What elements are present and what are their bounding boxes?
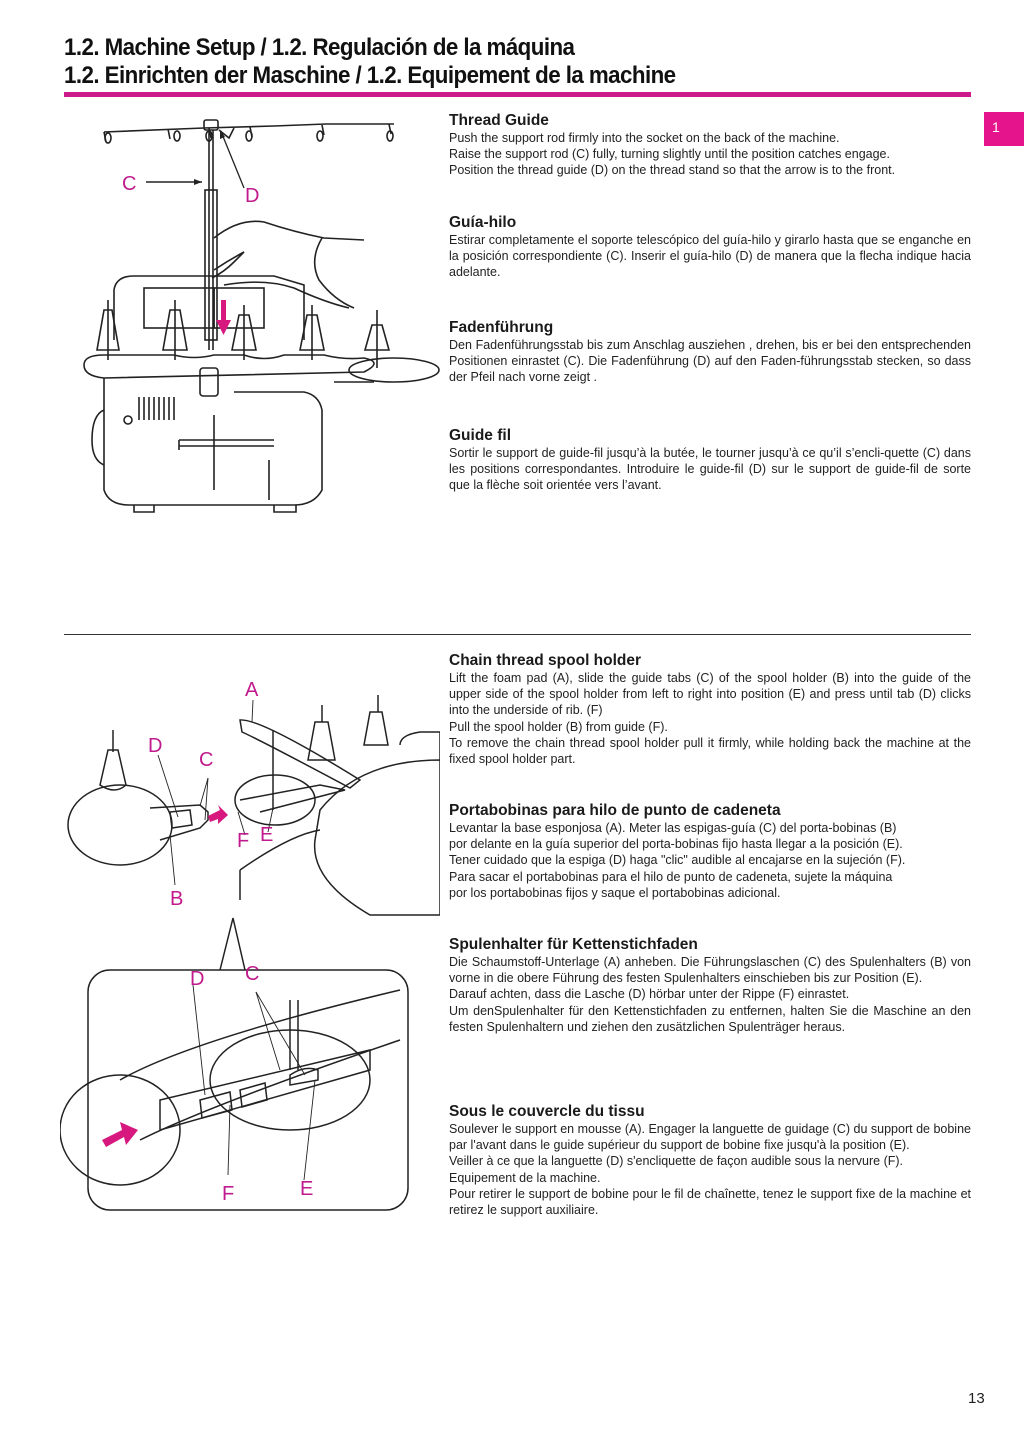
paragraph: Die Schaumstoff-Unterlage (A) anheben. Die Führungslaschen (C) des Spulenhalters (B) von vorne in die obere Führung des festen Spulenhalters einschieben bis zur Position (E).: [449, 955, 971, 986]
title-line-1: 1.2. Machine Setup / 1.2. Regulación de la máquina: [64, 34, 575, 61]
thread-guide-fr: [449, 426, 971, 494]
chain-spool-holder-fr: [449, 1102, 971, 1218]
paragraph: Estirar completamente el soporte telescópico del guía-hilo y girarlo hasta que se enganche en la posición correspondiente (C). Inserir el guía-hilo (D) de manera que la flecha indique hacia adelante.: [449, 233, 971, 280]
heading-portabobinas: Portabobinas para hilo de punto de cadeneta: [449, 802, 781, 819]
title-underline: [64, 92, 971, 97]
detail-label-d: D: [190, 968, 205, 990]
heading-sous-le-couvercle: Sous le couvercle du tissu: [449, 1103, 645, 1120]
text-line: Raise the support rod (C) fully, turning slightly until the position catches engage.: [449, 147, 890, 162]
thread-guide-en: [449, 111, 971, 179]
thread-guide-illustration: [64, 110, 444, 530]
figure-label-b: B: [170, 888, 184, 910]
text-line: Darauf achten, dass die Lasche (D) hörbar unter der Rippe (F) einrastet.: [449, 987, 850, 1002]
figure-label-c: C: [199, 749, 214, 771]
chain-spool-holder-en: [449, 651, 971, 767]
chain-spool-holder-es: [449, 801, 971, 901]
figure-label-f: F: [237, 830, 250, 852]
paragraph: To remove the chain thread spool holder pull it firmly, while holding back the machine at the fixed spool holder part.: [449, 735, 971, 767]
section-divider: [64, 634, 971, 635]
title-line-2: 1.2. Einrichten der Maschine / 1.2. Equipement de la machine: [64, 62, 676, 89]
text-line: Pull the spool holder (B) from guide (F).: [449, 719, 668, 734]
spool-holder-illustration: [60, 660, 440, 1240]
text-line: Position the thread guide (D) on the thread stand so that the arrow is to the front.: [449, 163, 896, 178]
chapter-tab: [984, 112, 1024, 146]
heading-thread-guide: Thread Guide: [449, 112, 549, 129]
detail-label-c: C: [245, 963, 260, 985]
chapter-tab-label: 1: [992, 119, 1000, 135]
text-line: Levantar la base esponjosa (A). Meter las espigas-guía (C) del porta-bobinas (B): [449, 821, 897, 835]
text-line: Equipement de la machine.: [449, 1170, 601, 1185]
detail-label-e: E: [300, 1178, 314, 1200]
heading-guia-hilo: Guía-hilo: [449, 214, 517, 231]
paragraph: Den Fadenführungsstab bis zum Anschlag ausziehen , drehen, bis er bei den entsprechenden Positionen einrastet (C). Die Fadenführung (D) auf den Faden-führungsstab stecken, so dass der Pfeil nach vorne zeigt .: [449, 338, 971, 385]
text-line: Para sacar el portabobinas para el hilo de punto de cadeneta, sujete la máquina: [449, 869, 893, 884]
heading-spulenhalter: Spulenhalter für Kettenstichfaden: [449, 936, 698, 953]
thread-guide-de: [449, 318, 971, 386]
detail-label-f: F: [222, 1183, 235, 1205]
paragraph: Pour retirer le support de bobine pour le fil de chaînette, tenez le support fixe de la machine et retirez le support auxiliaire.: [449, 1186, 971, 1218]
paragraph: Um denSpulenhalter für den Kettenstichfaden zu entfernen, halten Sie die Maschine an den festen Spulenhaltern und ziehen den zusätzlichen Spulenträger heraus.: [449, 1003, 971, 1034]
chain-spool-holder-de: [449, 935, 971, 1035]
figure-label-d: D: [148, 735, 163, 757]
page-title: [64, 34, 910, 90]
text-line: Push the support rod firmly into the socket on the back of the machine.: [449, 131, 840, 145]
text-line: por delante en la guía superior del porta-bobinas fijo hasta llegar a la posición (E).: [449, 837, 903, 852]
paragraph: Lift the foam pad (A), slide the guide tabs (C) of the spool holder (B) into the guide of the upper side of the spool holder from left to right into position (E) and press until tab (D) clicks into the underside of rib. (F): [449, 671, 971, 718]
text-line: Tener cuidado que la espiga (D) haga "clic" audible al encajarse en la sujeción (F).: [449, 853, 906, 868]
paragraph: Soulever le support en mousse (A). Engager la languette de guidage (C) du support de bobine par l'avant dans le guide supérieur du support de bobine fixe jusqu'à la position (E).: [449, 1122, 971, 1153]
figure-label-a: A: [245, 679, 259, 701]
page-number: 13: [968, 1390, 985, 1407]
figure-label-c: C: [122, 173, 137, 195]
text-line: Veiller à ce que la languette (D) s'encliquette de façon audible sous la nervure (F).: [449, 1154, 904, 1169]
thread-guide-es: [449, 213, 971, 281]
heading-guide-fil: Guide fil: [449, 427, 511, 444]
heading-chain-thread-spool-holder: Chain thread spool holder: [449, 652, 642, 669]
text-line: por los portabobinas fijos y saque el portabobinas adicional.: [449, 885, 781, 900]
figure-label-e: E: [260, 824, 274, 846]
heading-fadenfuehrung: Fadenführung: [449, 319, 554, 336]
paragraph: Sortir le support de guide-fil jusqu’à la butée, le tourner jusqu’à ce qu’il s’encli-quette (C) dans les positions correspondantes. Introduire le guide-fil (D) sur le support de guide-fil de sorte que la flèche soit orientée vers l’avant.: [449, 446, 971, 493]
figure-label-d: D: [245, 185, 260, 207]
